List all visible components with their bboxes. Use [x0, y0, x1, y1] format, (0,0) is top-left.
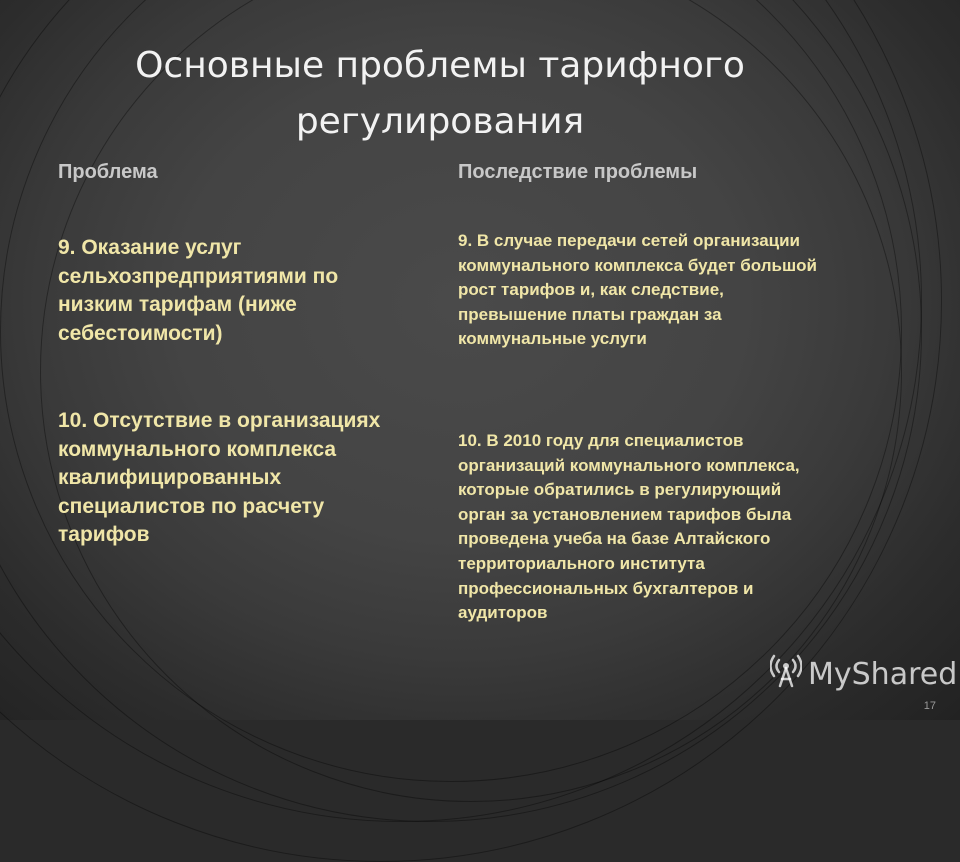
- problem-item-9: 9. Оказание услуг сельхозпредприятиями по низким тарифам (ниже себестоимости): [58, 236, 339, 345]
- consequence-item-10: 10. В 2010 году для специалистов организаций коммунального комплекса, которые обратились в регулирующий орган за установлением тарифов была проведена учеба на базе Алтайского территориального института профессиональных бухгалтеров и аудиторов: [458, 431, 800, 623]
- consequence-item-9: 9. В случае передачи сетей организации коммунального комплекса будет большой рост тарифов и, как следствие, превышение платы граждан за коммунальные услуги: [458, 231, 817, 349]
- myshared-watermark: [770, 652, 957, 696]
- problem-item-10: 10. Отсутствие в организациях коммунального комплекса квалифицированных специалистов по расчету тарифов: [58, 409, 381, 546]
- column-header-consequence: Последствие проблемы: [458, 161, 698, 183]
- page-number: 17: [923, 700, 936, 712]
- column-header-problem: Проблема: [58, 161, 158, 183]
- slide-title: Основные проблемы тарифного регулирования: [135, 45, 745, 142]
- watermark-text: MyShared: [808, 656, 958, 692]
- broadcast-tower-icon: [770, 652, 802, 696]
